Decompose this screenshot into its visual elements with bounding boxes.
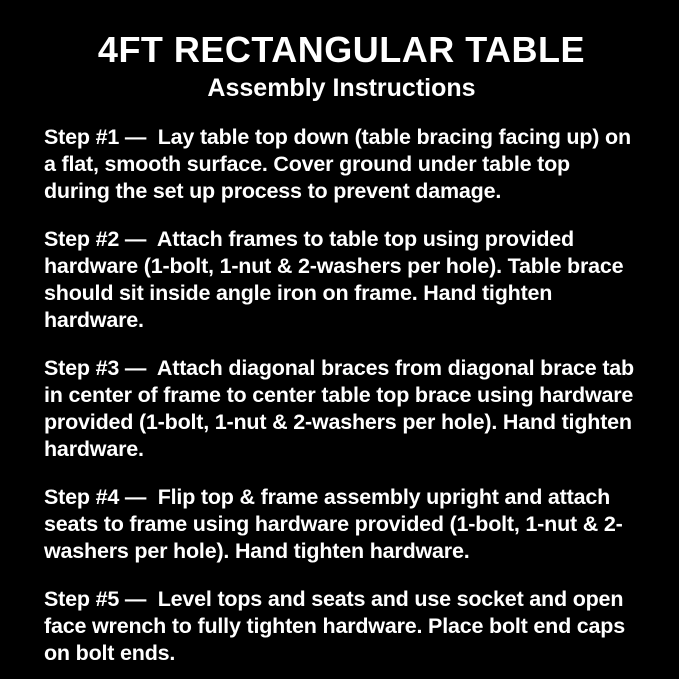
step-4 bbox=[44, 484, 639, 565]
step-1 bbox=[44, 124, 639, 205]
step-4-dash: — bbox=[119, 485, 158, 510]
step-4-label: Step #4 bbox=[44, 485, 120, 510]
step-3 bbox=[44, 355, 639, 463]
page-subtitle: Assembly Instructions bbox=[207, 73, 476, 102]
step-3-label: Step #3 bbox=[44, 356, 120, 381]
step-5-dash: — bbox=[119, 587, 158, 612]
step-2-dash: — bbox=[119, 227, 157, 252]
step-1-dash: — bbox=[119, 125, 158, 150]
step-2 bbox=[44, 226, 639, 334]
step-5 bbox=[44, 586, 639, 667]
step-3-text: Attach diagonal braces from diagonal brace tab in center of frame to center table top brace using hardware provided (1-bolt, 1-nut & 2-washers per hole). Hand tighten hardware. bbox=[44, 356, 640, 462]
step-5-text: Level tops and seats and use socket and open face wrench to fully tighten hardware. Place bolt end caps on bolt ends. bbox=[44, 587, 631, 666]
step-1-text: Lay table top down (table bracing facing up) on a flat, smooth surface. Cover ground under table top during the set up process to prevent damage. bbox=[44, 125, 637, 204]
step-3-dash: — bbox=[119, 356, 157, 381]
page-title: 4FT RECTANGULAR TABLE bbox=[97, 29, 586, 70]
steps-list bbox=[44, 124, 639, 667]
step-4-text: Flip top & frame assembly upright and attach seats to frame using hardware provided (1-bolt, 1-nut & 2-washers per hole). Hand tighten hardware. bbox=[44, 485, 623, 564]
header bbox=[44, 30, 639, 102]
step-1-label: Step #1 bbox=[44, 125, 120, 150]
step-2-label: Step #2 bbox=[44, 227, 120, 252]
step-2-text: Attach frames to table top using provided hardware (1-bolt, 1-nut & 2-washers per hole). Table brace should sit inside angle iron on frame. Hand tighten hardware. bbox=[44, 227, 630, 333]
step-5-label: Step #5 bbox=[44, 587, 120, 612]
